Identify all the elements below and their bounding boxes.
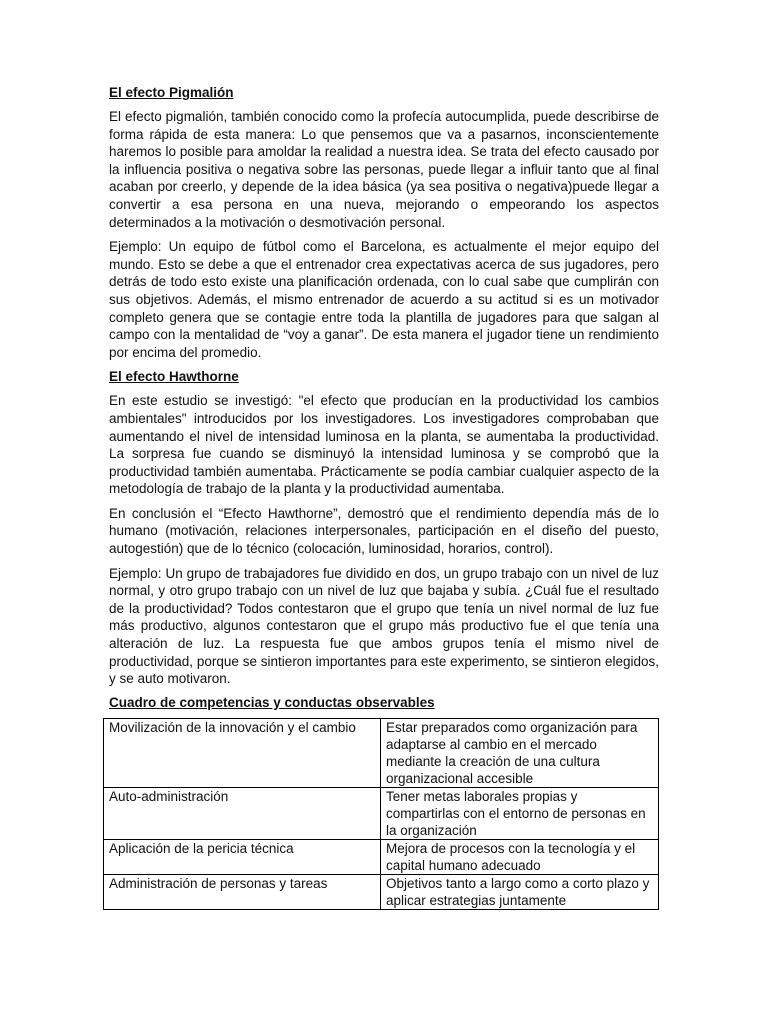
- document-page: [109, 84, 659, 910]
- competencia-cell: Movilización de la innovación y el cambio: [104, 718, 381, 787]
- table-row: [104, 787, 659, 839]
- conducta-cell: Mejora de procesos con la tecnología y el capital humano adecuado: [381, 839, 659, 874]
- paragraph-hawthorne-example: Ejemplo: Un grupo de trabajadores fue dividido en dos, un grupo trabajo con un nivel de luz normal, y otro grupo trabajo con un nivel de luz que bajaba y subía. ¿Cuál fue el resultado de la productividad? Todos contestaron que el grupo que tenía un nivel normal de luz fue más productivo, algunos contestaron que el grupo más productivo fue el que tenía una alteración de luz. La respuesta fue que ambos grupos tenía el mismo nivel de productividad, porque se sintieron importantes para este experimento, se sintieron elegidos, y se auto motivaron.: [109, 565, 659, 687]
- competencia-cell: Auto-administración: [104, 787, 381, 839]
- section-title-hawthorne: El efecto Hawthorne: [109, 369, 239, 385]
- conducta-cell: Objetivos tanto a largo como a corto plazo y aplicar estrategias juntamente: [381, 874, 659, 909]
- section-title-competencias: Cuadro de competencias y conductas observables: [109, 694, 435, 710]
- paragraph-hawthorne-study: En este estudio se investigó: "el efecto que producían en la productividad los cambios ambientales" introducidos por los investigadores. Los investigadores comprobaban que aumentando el nivel de intensidad luminosa en la planta, se aumentaba la productividad. La sorpresa fue cuando se disminuyó la intensidad luminosa y se comprobó que la productividad también aumentaba. Prácticamente se podía cambiar cualquier aspecto de la metodología de trabajo de la planta y la productividad aumentaba.: [109, 393, 659, 497]
- conducta-cell: Tener metas laborales propias y compartirlas con el entorno de personas en la organización: [381, 787, 659, 839]
- competencia-cell: Administración de personas y tareas: [104, 874, 381, 909]
- competencias-table: [103, 718, 659, 910]
- paragraph-hawthorne-conclusion: En conclusión el “Efecto Hawthorne”, demostró que el rendimiento dependía más de lo humano (motivación, relaciones interpersonales, participación en el diseño del puesto, autogestión) que de lo técnico (colocación, luminosidad, horarios, control).: [109, 505, 659, 557]
- conducta-cell: Estar preparados como organización para adaptarse al cambio en el mercado mediante la creación de una cultura organizacional accesible: [381, 718, 659, 787]
- paragraph-pigmalion-definition: El efecto pigmalión, también conocido como la profecía autocumplida, puede describirse de forma rápida de esta manera: Lo que pensemos que va a pasarnos, inconscientemente haremos lo posible para amoldar la realidad a nuestra idea. Se trata del efecto causado por la influencia positiva o negativa sobre las personas, puede llegar a influir tanto que al final acaban por creerlo, y depende de la idea básica (ya sea positiva o negativa)puede llegar a convertir a esa persona en una nueva, mejorando o empeorando los aspectos determinados a la motivación o desmotivación personal.: [109, 109, 659, 230]
- table-row: [104, 718, 659, 787]
- table-row: [104, 839, 659, 874]
- table-row: [104, 874, 659, 909]
- competencia-cell: Aplicación de la pericia técnica: [104, 839, 381, 874]
- section-title-pigmalion: El efecto Pigmalión: [109, 85, 234, 100]
- paragraph-pigmalion-example: Ejemplo: Un equipo de fútbol como el Barcelona, es actualmente el mejor equipo del mundo. Esto se debe a que el entrenador crea expectativas acerca de sus jugadores, pero detrás de todo esto existe una planificación ordenada, con lo cual sabe que cumplirán con sus objetivos. Además, el mismo entrenador de acuerdo a su actitud si es un motivador completo genera que se contagie entre toda la plantilla de jugadores para que salgan al campo con la mentalidad de “voy a ganar”. De esta manera el jugador tiene un rendimiento por encima del promedio.: [109, 239, 659, 360]
